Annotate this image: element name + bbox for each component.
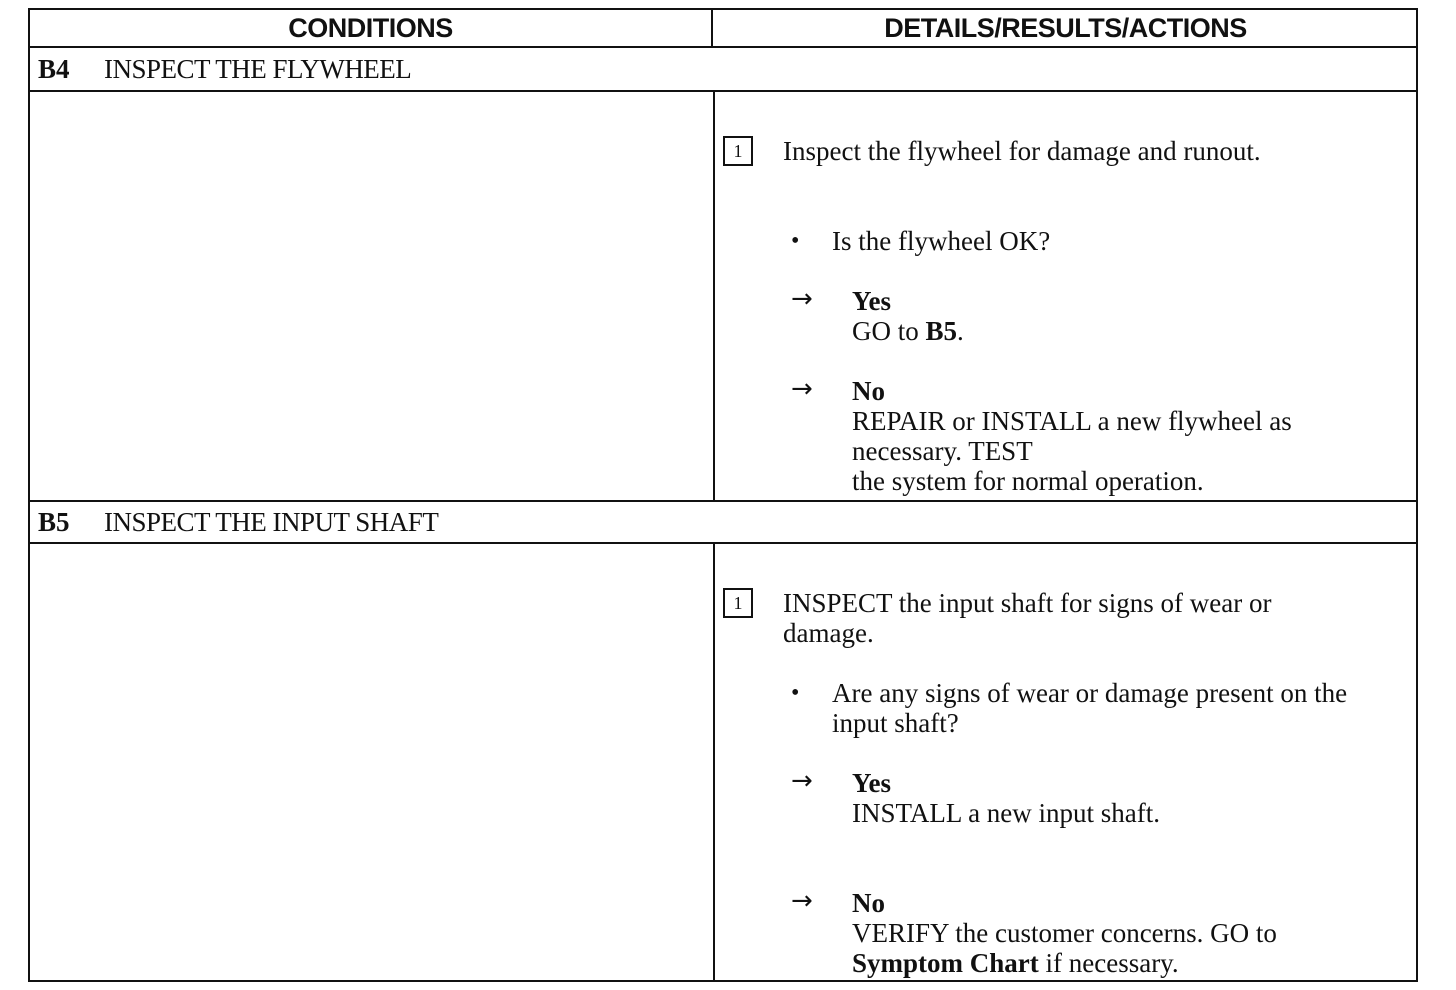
section-id: B5: [38, 506, 70, 537]
bullet-icon: •: [791, 228, 800, 254]
section-b4-title: [30, 48, 1416, 92]
yes-action-suffix: .: [957, 316, 964, 346]
section-b5-title: [30, 500, 1416, 544]
no-action-line3: the system for normal operation.: [852, 466, 1204, 496]
no-action-line1: VERIFY the customer concerns. GO to: [852, 918, 1277, 948]
yes-label: Yes: [852, 286, 891, 316]
actions-cell: [715, 544, 1416, 982]
no-label: No: [852, 888, 885, 918]
arrow-right-icon: →: [791, 886, 813, 916]
section-b4-body: [30, 92, 1416, 500]
question-line2: input shaft?: [832, 708, 959, 738]
yes-action-target: B5: [925, 316, 958, 346]
no-label: No: [852, 376, 885, 406]
yes-action: [852, 316, 964, 346]
step-text-line1: INSPECT the input shaft for signs of wear or: [783, 588, 1272, 618]
arrow-right-icon: →: [791, 374, 813, 404]
details-header: DETAILS/RESULTS/ACTIONS: [884, 12, 1247, 43]
no-action-suffix: if necessary.: [1038, 948, 1179, 978]
conditions-header: CONDITIONS: [30, 10, 713, 46]
step-text-line2: damage.: [783, 618, 874, 648]
yes-label: Yes: [852, 768, 891, 798]
symptom-chart-ref: Symptom Chart: [852, 948, 1039, 978]
actions-cell: [715, 92, 1416, 500]
diagnostic-table: [28, 8, 1418, 982]
section-id: B4: [38, 53, 70, 84]
step-number-box: 1: [723, 136, 753, 166]
no-action-line2: necessary. TEST: [852, 436, 1033, 466]
conditions-cell: [30, 544, 715, 982]
section-name: INSPECT THE INPUT SHAFT: [104, 506, 439, 537]
no-action-line2: [852, 948, 1179, 978]
table-header-row: [30, 10, 1416, 48]
arrow-right-icon: →: [791, 766, 813, 796]
section-name: INSPECT THE FLYWHEEL: [104, 53, 412, 84]
question-line1: Are any signs of wear or damage present on the: [832, 678, 1348, 708]
arrow-right-icon: →: [791, 284, 813, 314]
bullet-icon: •: [791, 680, 800, 706]
step-text: Inspect the flywheel for damage and runout.: [783, 136, 1261, 166]
yes-action: INSTALL a new input shaft.: [852, 798, 1161, 828]
yes-action-prefix: GO to: [852, 316, 926, 346]
conditions-cell: [30, 92, 715, 500]
step-number-box: 1: [723, 588, 753, 618]
section-b5-body: [30, 544, 1416, 982]
no-action-line1: REPAIR or INSTALL a new flywheel as: [852, 406, 1292, 436]
question-text: Is the flywheel OK?: [832, 226, 1051, 256]
